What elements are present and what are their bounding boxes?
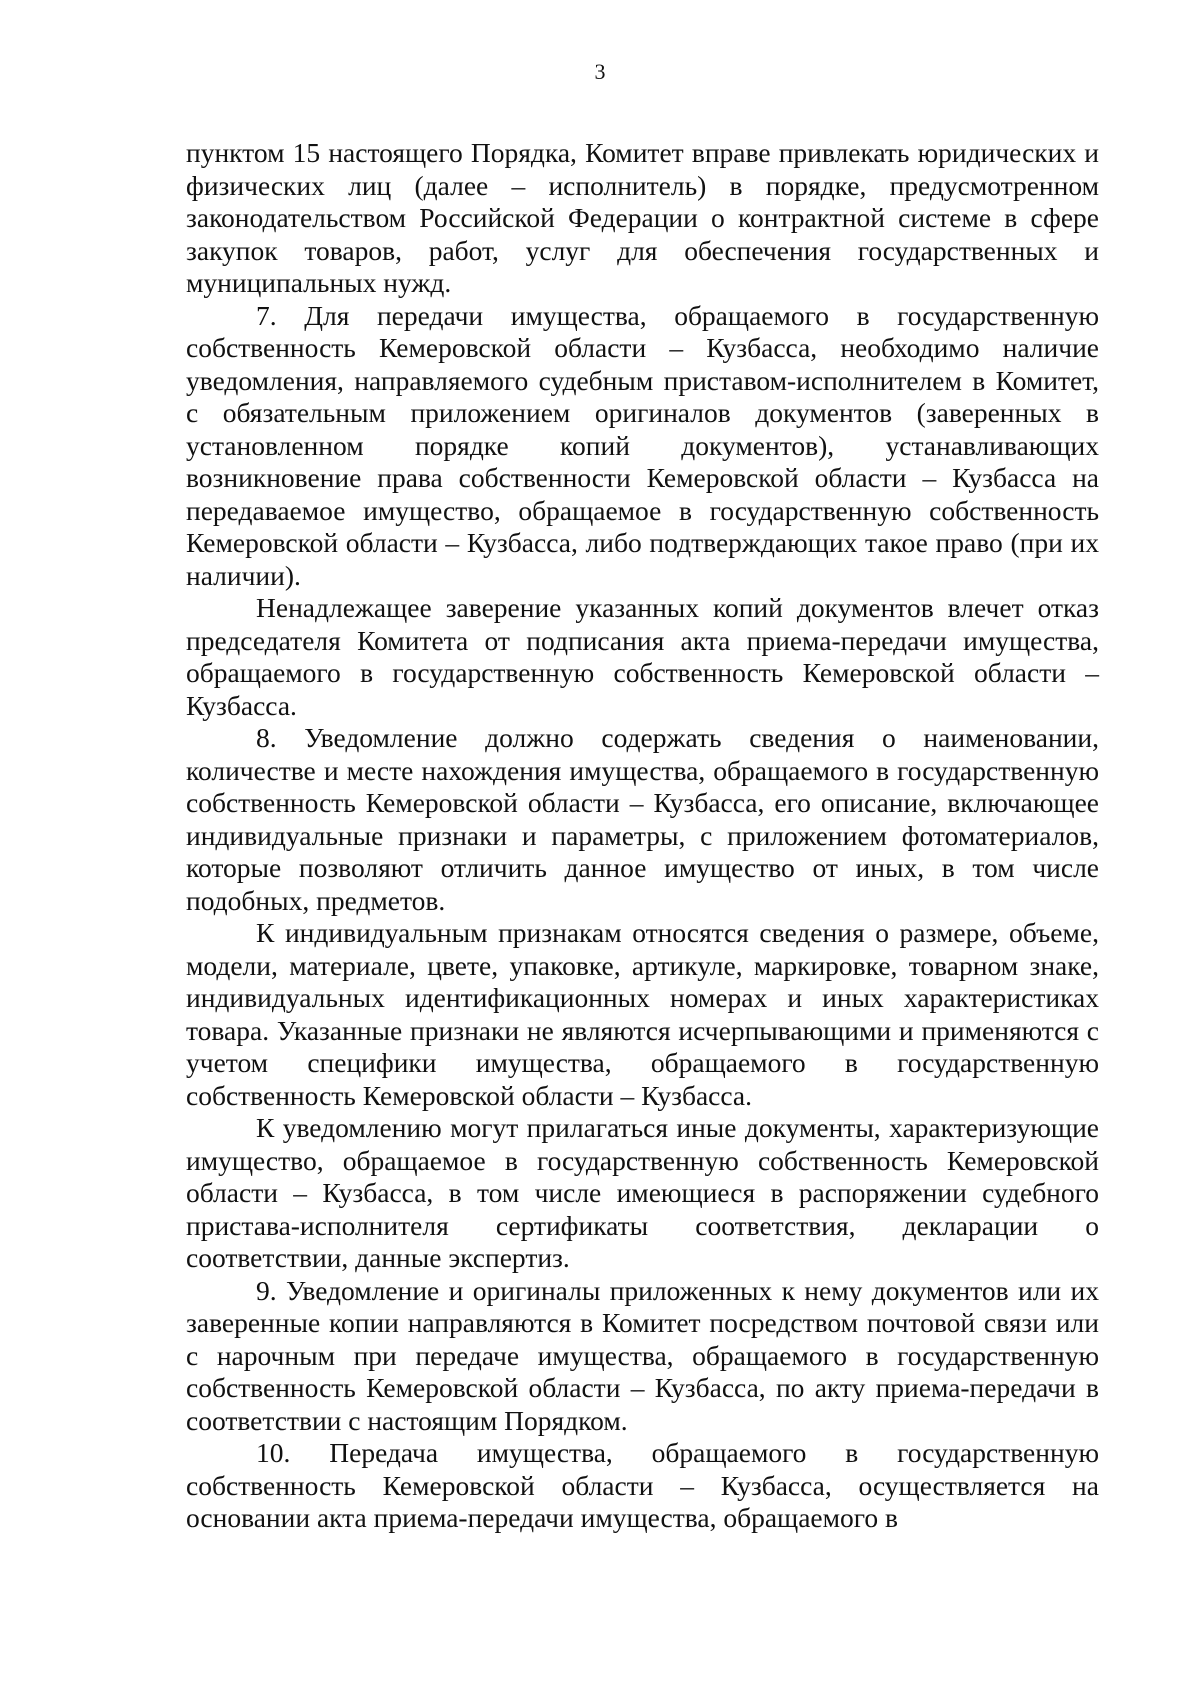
- paragraph-item-10: 10. Передача имущества, обращаемого в государственную собственность Кемеровской области – Кузбасса, осуществляется на основании акта приема-передачи имущества, обращаемого в: [186, 1437, 1099, 1533]
- paragraph-attached-documents: К уведомлению могут прилагаться иные документы, характеризующие имущество, обращаемое в государственную собственность Кемеровской области – Кузбасса, в том числе имеющиеся в распоряжении судебного пристава-исполнителя сертификаты соответствия, декларации о соответствии, данные экспертиз.: [186, 1112, 1099, 1273]
- paragraph-item-9: 9. Уведомление и оригиналы приложенных к нему документов или их заверенные копии направляются в Комитет посредством почтовой связи или с нарочным при передаче имущества, обращаемого в государственную собственность Кемеровской области – Кузбасса, по акту приема-передачи в соответствии с настоящим Порядком.: [186, 1274, 1099, 1436]
- paragraph-individual-features: К индивидуальным признакам относятся сведения о размере, объеме, модели, материале, цвете, упаковке, артикуле, маркировке, товарном знаке, индивидуальных идентификационных номерах и иных характеристиках товара. Указанные признаки не являются исчерпывающими и применяются с учетом специфики имущества, обращаемого в государственную собственность Кемеровской области – Кузбасса.: [186, 917, 1099, 1111]
- paragraph-continuation: пунктом 15 настоящего Порядка, Комитет вправе привлекать юридических и физических лиц (далее – исполнитель) в порядке, предусмотренном законодательством Российской Федерации о контрактной системе в сфере закупок товаров, работ, услуг для обеспечения государственных и муниципальных нужд.: [186, 137, 1099, 298]
- paragraph-improper-certification: Ненадлежащее заверение указанных копий документов влечет отказ председателя Комитета от подписания акта приема-передачи имущества, обращаемого в государственную собственность Кемеровской области – Кузбасса.: [186, 592, 1099, 721]
- page-number: 3: [594, 59, 606, 84]
- paragraph-item-8: 8. Уведомление должно содержать сведения о наименовании, количестве и месте нахождения имущества, обращаемого в государственную собственность Кемеровской области – Кузбасса, его описание, включающее индивидуальные признаки и параметры, с приложением фотоматериалов, которые позволяют отличить данное имущество от иных, в том числе подобных, предметов.: [186, 722, 1099, 916]
- paragraph-item-7: 7. Для передачи имущества, обращаемого в государственную собственность Кемеровской области – Кузбасса, необходимо наличие уведомления, направляемого судебным приставом-исполнителем в Комитет, с обязательным приложением оригиналов документов (заверенных в установленном порядке копий документов), устанавливающих возникновение права собственности Кемеровской области – Кузбасса на передаваемое имущество, обращаемое в государственную собственность Кемеровской области – Кузбасса, либо подтверждающих такое право (при их наличии).: [186, 299, 1099, 591]
- document-body: [186, 137, 1099, 1535]
